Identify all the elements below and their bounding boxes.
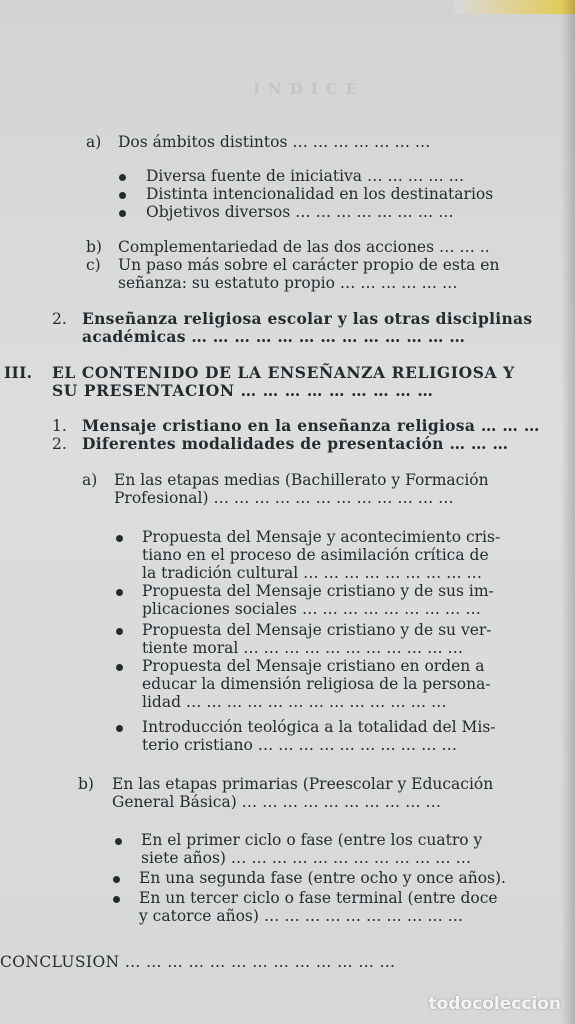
toc-entry-etapas-primarias-line1: En las etapas primarias (Preescolar y Educación xyxy=(112,775,494,793)
toc-subentry-propuesta4-line1: Propuesta del Mensaje cristiano en orden a xyxy=(142,657,485,675)
toc-label-III-2: 2. xyxy=(52,435,67,453)
toc-subentry-propuesta1-line1: Propuesta del Mensaje y acontecimiento cris- xyxy=(142,528,501,546)
toc-subentry-propuesta1-line2: tiano en el proceso de asimilación crítica de xyxy=(142,546,489,564)
bullet-icon xyxy=(116,628,123,635)
bullet-icon xyxy=(113,896,120,903)
bullet-icon xyxy=(119,192,126,199)
toc-subentry-distinta-intencionalidad: Distinta intencionalidad en los destinatarios xyxy=(146,185,494,203)
toc-subentry-diversa-fuente: Diversa fuente de iniciativa … … … … … xyxy=(146,167,465,185)
bullet-icon xyxy=(115,838,122,845)
bullet-icon xyxy=(119,174,126,181)
toc-section-ensenanza-line1: Enseñanza religiosa escolar y las otras disciplinas xyxy=(82,309,533,328)
toc-subentry-propuesta2-line1: Propuesta del Mensaje cristiano y de sus im- xyxy=(142,582,494,600)
faded-page-heading: INDICE xyxy=(253,80,366,98)
toc-entry-paso-mas-line1: Un paso más sobre el carácter propio de esta en xyxy=(118,256,500,274)
toc-entry-etapas-medias-line1: En las etapas medias (Bachillerato y Formación xyxy=(114,471,489,489)
toc-subentry-propuesta3-line2: tiente moral … … … … … … … … … … … xyxy=(142,639,464,657)
toc-label-III-1: 1. xyxy=(52,417,67,435)
toc-entry-etapas-primarias-line2: General Básica) … … … … … … … … … … xyxy=(112,793,442,811)
toc-label-b: b) xyxy=(86,238,102,256)
toc-subentry-introduccion-line1: Introducción teológica a la totalidad del Mis- xyxy=(142,718,496,736)
bullet-icon xyxy=(116,589,123,596)
toc-section-mensaje-cristiano: Mensaje cristiano en la enseñanza religiosa … … … xyxy=(82,416,540,435)
toc-subentry-introduccion-line2: terio cristiano … … … … … … … … … … xyxy=(142,736,458,754)
toc-section-ensenanza-line2: académicas … … … … … … … … … … … … … xyxy=(82,327,466,346)
toc-label-a2: a) xyxy=(82,471,98,489)
toc-subentry-tercer-ciclo-line1: En un tercer ciclo o fase terminal (entre doce xyxy=(139,889,498,907)
bullet-icon xyxy=(113,876,120,883)
bullet-icon xyxy=(119,210,126,217)
toc-subentry-objetivos-diversos: Objetivos diversos … … … … … … … … xyxy=(146,203,454,221)
toc-label-2: 2. xyxy=(52,310,67,328)
toc-subentry-propuesta2-line2: plicaciones sociales … … … … … … … … … xyxy=(142,600,481,618)
toc-conclusion: CONCLUSION … … … … … … … … … … … … … xyxy=(0,953,396,971)
toc-label-a: a) xyxy=(86,133,102,151)
toc-entry-dos-ambitos: Dos ámbitos distintos … … … … … … … xyxy=(118,133,431,151)
bullet-icon xyxy=(116,535,123,542)
toc-subentry-tercer-ciclo-line2: y catorce años) … … … … … … … … … … xyxy=(139,907,464,925)
toc-label-b2: b) xyxy=(78,775,94,793)
toc-section-modalidades: Diferentes modalidades de presentación … … … xyxy=(82,434,509,453)
toc-entry-etapas-medias-line2: Profesional) … … … … … … … … … … … … xyxy=(114,489,454,507)
watermark-logo: todocoleccion xyxy=(428,994,561,1014)
toc-subentry-propuesta4-line2: educar la dimensión religiosa de la persona- xyxy=(142,675,491,693)
toc-subentry-primer-ciclo-line2: siete años) … … … … … … … … … … … … xyxy=(141,849,472,867)
toc-chapter-contenido-line2: SU PRESENTACION … … … … … … … … … xyxy=(52,381,434,400)
toc-subentry-segunda-fase: En una segunda fase (entre ocho y once años). xyxy=(139,869,506,887)
bullet-icon xyxy=(116,725,123,732)
toc-subentry-propuesta4-line3: lidad … … … … … … … … … … … … … xyxy=(142,693,447,711)
toc-subentry-propuesta1-line3: la tradición cultural … … … … … … … … … xyxy=(142,564,483,582)
bullet-icon xyxy=(116,664,123,671)
toc-subentry-primer-ciclo-line1: En el primer ciclo o fase (entre los cuatro y xyxy=(141,831,483,849)
toc-entry-complementariedad: Complementariedad de las dos acciones … … .. xyxy=(118,238,490,256)
toc-entry-paso-mas-line2: señanza: su estatuto propio … … … … … … xyxy=(118,274,458,292)
toc-label-c: c) xyxy=(86,256,101,274)
toc-subentry-propuesta3-line1: Propuesta del Mensaje cristiano y de su ver- xyxy=(142,621,492,639)
toc-label-III: III. xyxy=(4,363,33,382)
toc-chapter-contenido-line1: EL CONTENIDO DE LA ENSEÑANZA RELIGIOSA Y xyxy=(52,363,515,382)
